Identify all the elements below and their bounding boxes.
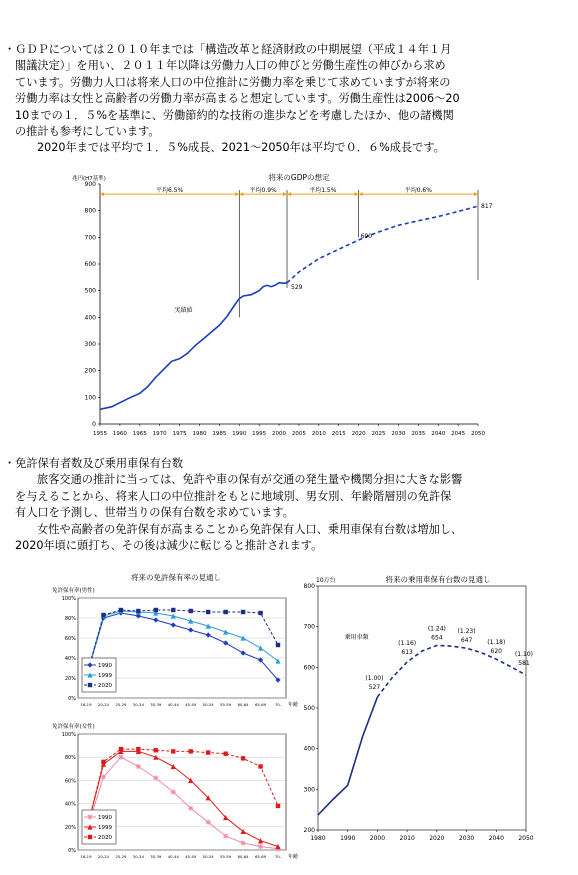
license-data-point — [188, 627, 193, 632]
car-y-tick-label: 500 — [303, 705, 315, 712]
gdp-x-tick-label: 2045 — [451, 431, 466, 437]
gdp-description — [4, 42, 570, 157]
license-x-tick-label: 55-59 — [220, 854, 232, 859]
license-legend-marker — [88, 683, 92, 687]
license-data-point — [258, 764, 262, 768]
license-data-point — [136, 764, 141, 769]
gdp-y-tick-label: 300 — [84, 341, 96, 348]
license-data-point — [136, 747, 140, 751]
gdp-x-tick-label: 2005 — [291, 431, 306, 437]
license-x-tick-label: 50-54 — [202, 702, 214, 707]
license-x-tick-label: 65-69 — [255, 702, 267, 707]
gdp-annotation: 実績値 — [174, 307, 193, 314]
license-x-tick-label: 70- — [274, 854, 282, 859]
license-x-tick-label: 50-54 — [202, 854, 214, 859]
lic-line-4: 女性や高齢者の免許保有が高まることから免許保有人口、乗用車保有台数は増加し、 — [37, 522, 463, 536]
gdp-line-1: ・ＧＤＰについては２０１０年までは「構造改革と経済財政の中期展望（平成１４年１月 — [4, 43, 452, 56]
license-data-point — [206, 632, 211, 637]
license-data-point — [241, 610, 245, 614]
gdp-x-tick-label: 2050 — [471, 431, 485, 437]
license-x-tick-label: 25-29 — [115, 702, 127, 707]
car-data-ratio: (1.24) — [427, 625, 446, 633]
license-data-point — [206, 750, 210, 754]
car-x-tick-label: 2050 — [518, 835, 534, 842]
license-data-point — [223, 752, 227, 756]
car-x-tick-label: 2040 — [488, 835, 504, 842]
gdp-y-tick-label: 400 — [84, 314, 96, 322]
license-x-unit: 年齢 — [288, 854, 298, 860]
car-series-line — [377, 645, 526, 697]
license-data-point — [258, 844, 263, 849]
gdp-line-6: の推計も参考にしています。 — [15, 125, 160, 139]
gdp-x-tick-label: 2040 — [431, 431, 446, 437]
car-y-label: 10万台 — [316, 577, 336, 584]
gdp-x-tick-label: 1995 — [252, 431, 267, 437]
license-data-point — [206, 610, 210, 614]
license-y-tick-label: 80% — [64, 755, 76, 762]
gdp-y-tick-label: 500 — [84, 287, 96, 295]
license-data-point — [153, 775, 158, 780]
gdp-period-label: 平均1.5% — [309, 187, 337, 195]
gdp-y-tick-label: 600 — [84, 261, 96, 268]
lic-line-2: を与えることから、将来人口の中位推計をもとに地域別、男女別、年齢階層別の免許保 — [15, 489, 452, 503]
gdp-y-tick-label: 800 — [84, 207, 96, 215]
license-y-tick-label: 20% — [64, 824, 76, 831]
license-data-point — [171, 622, 176, 627]
license-data-point — [258, 645, 263, 650]
license-data-point — [276, 643, 280, 647]
license-data-point — [223, 640, 228, 645]
license-data-point — [119, 747, 123, 751]
license-data-point — [154, 748, 158, 752]
license-y-tick-label: 100% — [61, 596, 76, 602]
license-data-point — [101, 760, 105, 764]
gdp-line-3: ています。労働力人口は将来人口の中位推計に労働力率を乗じて求めていますが将来の — [15, 75, 451, 89]
gdp-period-arrowhead — [359, 192, 363, 196]
license-y-tick-label: 60% — [64, 778, 76, 785]
gdp-period-arrowhead — [355, 192, 359, 196]
license-x-tick-label: 65-69 — [255, 854, 267, 859]
gdp-period-label: 平均6.5% — [156, 187, 184, 195]
license-data-point — [101, 613, 105, 617]
license-data-point — [189, 609, 193, 613]
license-x-tick-label: 45-49 — [185, 702, 197, 707]
license-data-point — [275, 844, 280, 849]
license-data-point — [223, 629, 228, 634]
license-data-point — [206, 623, 211, 628]
gdp-x-tick-label: 1990 — [232, 431, 247, 437]
license-data-point — [171, 764, 176, 769]
gdp-y-tick-label: 700 — [84, 234, 96, 242]
license-y-tick-label: 20% — [64, 676, 76, 682]
gdp-period-arrowhead — [287, 192, 291, 196]
license-data-point — [188, 806, 193, 811]
gdp-line-5: 10までの１．５%を基準に、労働節約的な技術の進歩などを考慮したほか、他の諸機関 — [15, 108, 454, 122]
license-y-tick-label: 100% — [61, 732, 76, 738]
license-data-point — [258, 838, 263, 843]
license-data-point — [240, 840, 245, 845]
license-chart — [48, 570, 298, 870]
lic-line-1: 旅客交通の推計に当っては、免許や車の保有が交通の発生量や機関分担に大きな影響 — [37, 473, 463, 487]
license-x-tick-label: 35-39 — [150, 854, 162, 859]
gdp-period-arrowhead — [100, 192, 104, 196]
license-x-tick-label: 70- — [274, 702, 282, 707]
license-y-tick-label: 0% — [68, 696, 76, 702]
license-legend-label: 1999 — [98, 673, 112, 679]
car-x-tick-label: 2010 — [399, 835, 415, 842]
license-x-tick-label: 20-24 — [97, 854, 109, 859]
car-data-value: 654 — [431, 634, 443, 642]
car-plot-frame — [318, 586, 526, 830]
gdp-x-tick-label: 2015 — [331, 431, 346, 437]
license-legend-label: 1999 — [98, 825, 112, 831]
license-data-point — [206, 820, 211, 825]
car-data-ratio: (1.23) — [457, 628, 476, 636]
section2-heading: ・免許保有者数及び乗用車保有台数 — [4, 457, 184, 470]
gdp-chart-title: 将来のGDPの想定 — [268, 173, 330, 182]
license-data-point — [118, 755, 123, 760]
lic-line-5: 2020年頃に頭打ち、その後は減少に転じると推計されます。 — [15, 539, 323, 553]
car-y-tick-label: 600 — [303, 664, 315, 672]
car-chart-title: 将来の乗用車保有台数の見通し — [385, 575, 491, 584]
license-x-tick-label: 30-34 — [132, 854, 144, 859]
license-legend-marker — [87, 814, 92, 819]
license-x-tick-label: 40-44 — [167, 854, 179, 859]
car-x-tick-label: 1990 — [340, 835, 356, 842]
gdp-x-tick-label: 2025 — [371, 431, 386, 437]
car-x-tick-label: 2030 — [458, 835, 475, 842]
license-data-point — [171, 749, 175, 753]
license-data-point — [171, 608, 175, 612]
gdp-series-line — [287, 206, 478, 283]
car-y-tick-label: 700 — [303, 623, 315, 631]
gdp-x-tick-label: 1960 — [112, 431, 127, 437]
license-legend-label: 1990 — [98, 663, 112, 669]
gdp-line-2: 閣議決定）」を用い、２０１１年以降は労働力人口の伸びと労働生産性の伸びから求め — [15, 59, 446, 73]
car-y-tick-label: 300 — [303, 786, 315, 794]
gdp-period-label: 平均0.6% — [404, 187, 432, 195]
license-data-point — [276, 804, 280, 808]
license-chart-title: 将来の免許保有率の見通し — [131, 573, 221, 582]
car-x-tick-label: 2020 — [429, 835, 445, 842]
car-x-tick-label: 2000 — [369, 835, 386, 842]
license-x-tick-label: 30-34 — [132, 702, 144, 707]
gdp-period-arrowhead — [474, 192, 478, 196]
car-ownership-chart — [296, 570, 546, 870]
license-data-point — [119, 608, 123, 612]
car-data-value: 527 — [368, 684, 381, 692]
license-x-tick-label: 40-44 — [167, 702, 179, 707]
gdp-period-arrowhead — [239, 192, 243, 196]
license-x-tick-label: 60-64 — [237, 854, 249, 859]
license-x-tick-label: 20-24 — [97, 702, 109, 707]
car-series-label: 乗用車類 — [344, 633, 369, 641]
gdp-x-tick-label: 1980 — [192, 431, 207, 437]
license-y-tick-label: 40% — [64, 801, 76, 808]
gdp-period-arrowhead — [283, 192, 287, 196]
license-x-tick-label: 25-29 — [115, 854, 127, 859]
gdp-annotation: 690 — [360, 233, 373, 240]
license-y-tick-label: 40% — [64, 656, 76, 662]
car-data-ratio: (1.18) — [487, 639, 506, 647]
gdp-y-tick-label: 0 — [92, 421, 96, 428]
license-data-point — [241, 756, 245, 760]
license-data-point — [136, 609, 140, 613]
license-y-label: 免許保有率(女性) — [52, 724, 95, 730]
gdp-annotation: 817 — [481, 203, 493, 211]
car-data-value: 581 — [518, 660, 530, 668]
gdp-x-tick-label: 1975 — [172, 431, 187, 437]
license-data-point — [154, 608, 158, 612]
car-y-tick-label: 200 — [303, 827, 315, 834]
gdp-x-tick-label: 2010 — [311, 431, 326, 437]
gdp-y-tick-label: 900 — [84, 181, 96, 188]
gdp-x-tick-label: 2030 — [391, 431, 406, 437]
car-data-value: 620 — [490, 648, 503, 656]
gdp-y-tick-label: 100 — [84, 394, 96, 402]
gdp-period-label: 平均0.9% — [249, 187, 277, 195]
gdp-y-tick-label: 200 — [84, 367, 96, 375]
license-x-tick-label: 60-64 — [237, 702, 249, 707]
car-data-ratio: (1.10) — [514, 651, 534, 659]
license-y-label: 免許保有率(男性) — [52, 588, 95, 594]
gdp-x-tick-label: 1965 — [132, 431, 147, 437]
license-y-tick-label: 80% — [64, 616, 76, 622]
license-x-unit: 年齢 — [288, 702, 298, 708]
gdp-line-4: 労働力率は女性と高齢者の労働力率が高まると想定しています。労働生産性は2006～20 — [15, 92, 460, 106]
license-data-point — [258, 611, 262, 615]
gdp-y-label: 兆円(H7基準) — [72, 176, 106, 182]
car-data-ratio: (1.16) — [398, 640, 417, 648]
license-data-point — [101, 774, 106, 779]
gdp-x-tick-label: 1970 — [152, 431, 167, 437]
gdp-summary: 2020年までは平均で１．５%成長、2021～2050年は平均で０．６%成長です。 — [37, 141, 445, 155]
license-y-tick-label: 60% — [64, 636, 76, 642]
car-data-value: 647 — [460, 637, 473, 645]
gdp-period-arrowhead — [235, 192, 239, 196]
license-y-tick-label: 0% — [68, 848, 76, 854]
car-y-tick-label: 800 — [303, 583, 315, 590]
license-data-point — [189, 749, 193, 753]
license-data-point — [240, 650, 245, 655]
gdp-x-tick-label: 1955 — [93, 431, 107, 437]
license-legend-label: 1990 — [98, 815, 112, 821]
gdp-chart — [70, 168, 510, 440]
car-x-tick-label: 1980 — [310, 835, 326, 842]
license-legend-label: 2020 — [98, 683, 112, 689]
license-x-tick-label: 55-59 — [220, 702, 232, 707]
license-description — [4, 456, 570, 554]
lic-line-3: 有人口を予測し、世帯当りの保有台数を求めています。 — [15, 506, 294, 520]
license-data-point — [223, 610, 227, 614]
license-data-point — [171, 789, 176, 794]
license-x-tick-label: 16-19 — [80, 702, 92, 707]
gdp-annotation: 529 — [291, 283, 303, 291]
gdp-series-line — [100, 283, 287, 410]
gdp-x-tick-label: 2020 — [351, 431, 366, 437]
license-data-point — [223, 833, 228, 838]
gdp-x-tick-label: 2035 — [411, 431, 426, 437]
car-y-tick-label: 400 — [303, 745, 315, 753]
gdp-x-tick-label: 2000 — [272, 431, 287, 437]
license-legend-label: 2020 — [98, 835, 112, 841]
license-x-tick-label: 35-39 — [150, 702, 162, 707]
car-data-ratio: (1.00) — [365, 675, 384, 683]
gdp-x-tick-label: 1985 — [212, 431, 227, 437]
license-x-tick-label: 45-49 — [185, 854, 197, 859]
car-data-value: 613 — [401, 649, 413, 657]
car-series-line — [318, 697, 377, 815]
license-x-tick-label: 16-19 — [80, 854, 92, 859]
license-legend-marker — [88, 835, 92, 839]
